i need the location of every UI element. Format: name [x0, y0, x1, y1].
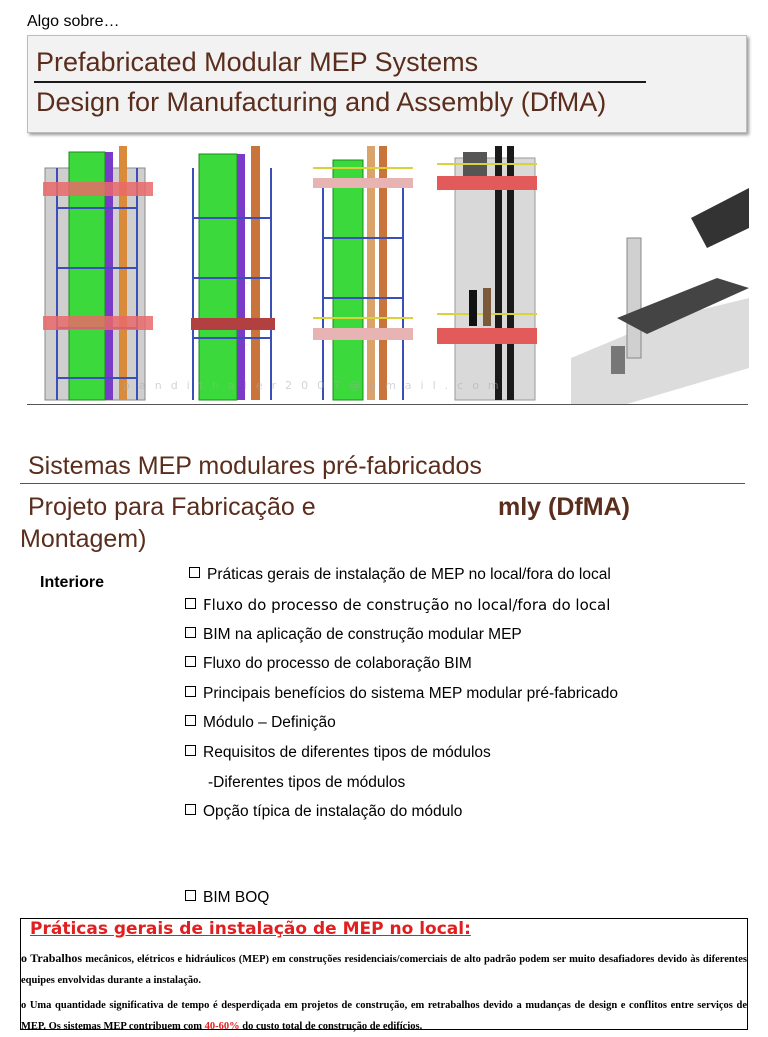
toc-item: BIM BOQ [185, 889, 269, 907]
side-label: Interiore [40, 574, 105, 591]
toc-item: Requisitos de diferentes tipos de módulos [185, 744, 491, 762]
title-line-1: Prefabricated Modular MEP Systems [36, 47, 479, 77]
checkbox-icon [185, 686, 196, 697]
section-heading: Sistemas MEP modulares pré-fabricados [28, 452, 482, 480]
toc-item: Fluxo do processo de colaboração BIM [185, 655, 472, 673]
toc-item: Práticas gerais de instalação de MEP no local/fora do local [189, 566, 611, 584]
toc-item: Fluxo do processo de construção no local/fora do local [185, 596, 610, 614]
title-underline [34, 81, 646, 83]
toc-item: Principais benefícios do sistema MEP modular pré-fabricado [185, 685, 618, 703]
title-line-2: Design for Manufacturing and Assembly (DfMA) [36, 87, 607, 117]
toc-item: Módulo – Definição [185, 714, 336, 732]
toc-subitem: -Diferentes tipos de módulos [208, 774, 406, 791]
heading-divider [20, 483, 745, 484]
panel-paragraph-1: o Trabalhos mecânicos, elétricos e hidráulicos (MEP) em construções residenciais/comerciais de alto padrão podem ser muito desafiadores devido às diferentes equipes envolvidas durante a instalação. [21, 951, 747, 986]
practices-panel [20, 918, 748, 1030]
overlapping-title-fragment: mly (DfMA) [498, 493, 630, 521]
module-illustration-1 [43, 146, 153, 400]
title-box [27, 35, 747, 133]
checkbox-icon [185, 745, 196, 756]
checkbox-icon [189, 567, 200, 578]
checkbox-icon [185, 804, 196, 815]
checkbox-icon [185, 715, 196, 726]
divider-line [27, 404, 748, 405]
intro-text: Algo sobre… [27, 13, 120, 30]
panel-paragraph-2: o Uma quantidade significativa de tempo é desperdiçada em projetos de construção, em retrabalhos devido a mudanças de design e conflitos entre serviços de MEP. Os sistemas MEP contribuem com 40-60% do custo total de construção de edifícios. [21, 1000, 747, 1032]
toc-item: BIM na aplicação de construção modular MEP [185, 626, 522, 644]
image-watermark: pandithaler2007@gmail.com [123, 379, 508, 392]
toc-item: Opção típica de instalação do módulo [185, 803, 462, 821]
checkbox-icon [185, 627, 196, 638]
section-subheading-line-2: Montagem) [20, 525, 147, 553]
checkbox-icon [185, 656, 196, 667]
panel-heading: Práticas gerais de instalação de MEP no local: [30, 919, 471, 939]
section-subheading-line-1: Projeto para Fabricação e [28, 493, 316, 521]
checkbox-icon [185, 890, 196, 901]
module-illustrations [27, 138, 749, 404]
checkbox-icon [185, 598, 196, 609]
